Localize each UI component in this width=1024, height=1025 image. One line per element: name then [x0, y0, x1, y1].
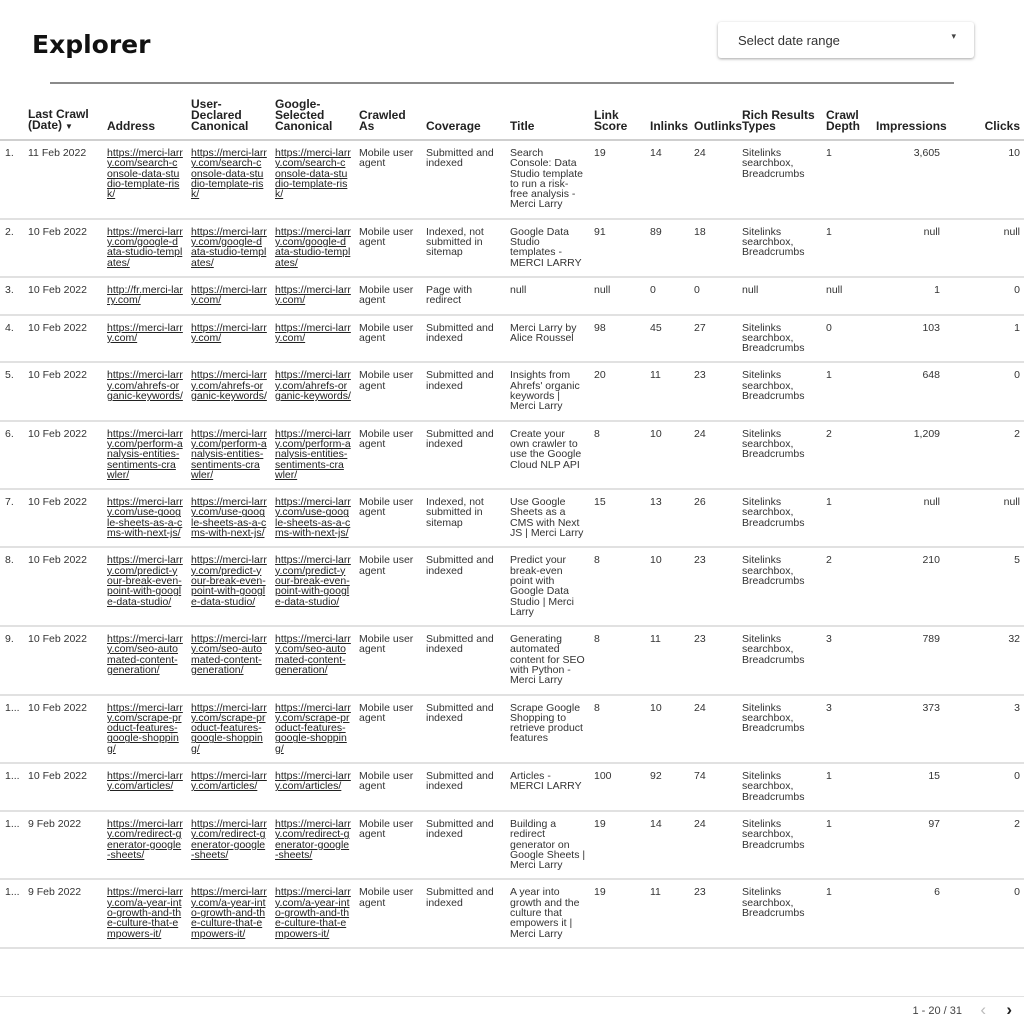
cell-link-score: 19 [590, 140, 646, 219]
cell-address [103, 277, 187, 315]
cell-address-link[interactable]: https://merci-larry.com/articles/ [107, 770, 183, 793]
cell-rich-results-types: Sitelinks searchbox, Breadcrumbs [738, 763, 822, 811]
table-row[interactable] [0, 695, 1024, 763]
col-header-link-score[interactable]: Link Score [590, 94, 646, 140]
table-row[interactable] [0, 315, 1024, 363]
cell-last-crawl: 10 Feb 2022 [24, 695, 103, 763]
cell-coverage: Submitted and indexed [422, 879, 506, 947]
cell-address [103, 140, 187, 219]
next-page-button[interactable]: › [1006, 1000, 1012, 1019]
cell-user-declared-canonical [187, 695, 271, 763]
cell-index: 7. [0, 489, 24, 547]
date-range-select[interactable] [718, 22, 974, 58]
header-divider [50, 82, 954, 84]
cell-index: 5. [0, 362, 24, 420]
date-range-placeholder: Select date range [738, 33, 840, 48]
cell-coverage: Submitted and indexed [422, 315, 506, 363]
cell-user-declared-canonical [187, 626, 271, 694]
cell-google-selected-canonical-link[interactable]: https://merci-larry.com/google-data-studio-templates/ [275, 225, 351, 269]
table-row[interactable] [0, 626, 1024, 694]
cell-inlinks: 14 [646, 811, 690, 879]
cell-last-crawl: 10 Feb 2022 [24, 315, 103, 363]
cell-user-declared-canonical [187, 489, 271, 547]
table-row[interactable] [0, 421, 1024, 489]
cell-title: Google Data Studio templates - MERCI LARRY [506, 219, 590, 277]
cell-crawl-depth: null [822, 277, 872, 315]
cell-rich-results-types: Sitelinks searchbox, Breadcrumbs [738, 547, 822, 626]
cell-rich-results-types: Sitelinks searchbox, Breadcrumbs [738, 879, 822, 947]
cell-rich-results-types: Sitelinks searchbox, Breadcrumbs [738, 140, 822, 219]
cell-title: Scrape Google Shopping to retrieve product features [506, 695, 590, 763]
cell-crawl-depth: 2 [822, 421, 872, 489]
cell-address-link[interactable]: https://merci-larry.com/redirect-generator-google-sheets/ [107, 817, 183, 861]
cell-crawled-as: Mobile user agent [355, 763, 422, 811]
cell-crawl-depth: 1 [822, 763, 872, 811]
cell-impressions: 789 [872, 626, 944, 694]
cell-outlinks: 27 [690, 315, 738, 363]
cell-user-declared-canonical-link[interactable]: https://merci-larry.com/a-year-into-growth-and-the-culture-that-empowers-it/ [191, 886, 267, 940]
cell-address-link[interactable]: https://merci-larry.com/ [107, 321, 183, 344]
cell-address-link[interactable]: https://merci-larry.com/search-console-data-studio-template-risk/ [107, 147, 183, 201]
cell-google-selected-canonical-link[interactable]: https://merci-larry.com/articles/ [275, 770, 351, 793]
cell-address [103, 315, 187, 363]
cell-google-selected-canonical-link[interactable]: https://merci-larry.com/redirect-generator-google-sheets/ [275, 817, 351, 861]
col-header-crawled-as[interactable]: Crawled As [355, 94, 422, 140]
cell-impressions: 97 [872, 811, 944, 879]
cell-last-crawl: 10 Feb 2022 [24, 362, 103, 420]
cell-crawl-depth: 2 [822, 547, 872, 626]
cell-inlinks: 92 [646, 763, 690, 811]
cell-coverage: Submitted and indexed [422, 421, 506, 489]
cell-impressions: 103 [872, 315, 944, 363]
cell-user-declared-canonical [187, 277, 271, 315]
cell-google-selected-canonical-link[interactable]: https://merci-larry.com/predict-your-break-even-point-with-google-data-studio/ [275, 554, 351, 608]
cell-google-selected-canonical [271, 489, 355, 547]
cell-user-declared-canonical-link[interactable]: https://merci-larry.com/seo-automated-content-generation/ [191, 633, 267, 676]
table-row[interactable] [0, 362, 1024, 420]
cell-link-score: 19 [590, 879, 646, 947]
cell-title: Predict your break-even point with Google Data Studio | Merci Larry [506, 547, 590, 626]
cell-coverage: Submitted and indexed [422, 763, 506, 811]
cell-address [103, 421, 187, 489]
page-title: Explorer [32, 30, 151, 59]
cell-index: 1. [0, 140, 24, 219]
cell-rich-results-types: Sitelinks searchbox, Breadcrumbs [738, 421, 822, 489]
cell-inlinks: 11 [646, 362, 690, 420]
cell-index: 1... [0, 763, 24, 811]
cell-coverage: Submitted and indexed [422, 140, 506, 219]
cell-rich-results-types: Sitelinks searchbox, Breadcrumbs [738, 219, 822, 277]
cell-clicks: 5 [944, 547, 1024, 626]
cell-crawled-as: Mobile user agent [355, 315, 422, 363]
cell-coverage: Submitted and indexed [422, 626, 506, 694]
cell-crawl-depth: 1 [822, 811, 872, 879]
cell-crawl-depth: 1 [822, 489, 872, 547]
cell-address [103, 626, 187, 694]
cell-crawled-as: Mobile user agent [355, 277, 422, 315]
cell-inlinks: 0 [646, 277, 690, 315]
cell-outlinks: 23 [690, 626, 738, 694]
cell-index: 2. [0, 219, 24, 277]
cell-user-declared-canonical [187, 547, 271, 626]
cell-index: 6. [0, 421, 24, 489]
cell-address [103, 811, 187, 879]
cell-impressions: 1 [872, 277, 944, 315]
cell-title: null [506, 277, 590, 315]
cell-clicks: 0 [944, 763, 1024, 811]
cell-title: A year into growth and the culture that empowers it | Merci Larry [506, 879, 590, 947]
cell-crawled-as: Mobile user agent [355, 695, 422, 763]
cell-google-selected-canonical [271, 140, 355, 219]
cell-address [103, 763, 187, 811]
cell-user-declared-canonical [187, 315, 271, 363]
cell-outlinks: 74 [690, 763, 738, 811]
cell-outlinks: 24 [690, 421, 738, 489]
col-header-user-declared-canonical[interactable]: User-Declared Canonical [187, 94, 271, 140]
cell-crawled-as: Mobile user agent [355, 140, 422, 219]
cell-user-declared-canonical-link[interactable]: https://merci-larry.com/ahrefs-organic-keywords/ [191, 369, 267, 403]
cell-address-link[interactable]: http://fr.merci-larry.com/ [107, 283, 183, 307]
cell-google-selected-canonical-link[interactable]: https://merci-larry.com/ [275, 283, 351, 307]
col-header-rich-results-types[interactable]: Rich Results Types [738, 94, 822, 140]
cell-google-selected-canonical-link[interactable]: https://merci-larry.com/scrape-product-features-google-shopping/ [275, 701, 351, 755]
cell-index: 1... [0, 879, 24, 947]
cell-inlinks: 10 [646, 695, 690, 763]
cell-index: 4. [0, 315, 24, 363]
cell-coverage: Submitted and indexed [422, 547, 506, 626]
cell-clicks: 0 [944, 362, 1024, 420]
cell-crawled-as: Mobile user agent [355, 879, 422, 947]
cell-last-crawl: 10 Feb 2022 [24, 277, 103, 315]
cell-google-selected-canonical [271, 315, 355, 363]
cell-address-link[interactable]: https://merci-larry.com/ahrefs-organic-keywords/ [107, 369, 183, 403]
cell-outlinks: 18 [690, 219, 738, 277]
col-header-inlinks[interactable]: Inlinks [646, 94, 690, 140]
cell-link-score: 8 [590, 695, 646, 763]
cell-user-declared-canonical-link[interactable]: https://merci-larry.com/redirect-generator-google-sheets/ [191, 817, 267, 861]
cell-google-selected-canonical-link[interactable]: https://merci-larry.com/use-google-sheets-as-a-cms-with-next-js/ [275, 496, 351, 540]
cell-link-score: 8 [590, 626, 646, 694]
cell-link-score: 20 [590, 362, 646, 420]
cell-outlinks: 24 [690, 811, 738, 879]
table-row[interactable] [0, 219, 1024, 277]
cell-coverage: Submitted and indexed [422, 695, 506, 763]
cell-coverage: Indexed, not submitted in sitemap [422, 489, 506, 547]
table-row[interactable] [0, 547, 1024, 626]
cell-crawl-depth: 3 [822, 695, 872, 763]
cell-title: Insights from Ahrefs' organic keywords | Merci Larry [506, 362, 590, 420]
cell-user-declared-canonical-link[interactable]: https://merci-larry.com/search-console-data-studio-template-risk/ [191, 147, 267, 201]
pagination-range: 1 - 20 / 31 [912, 1005, 962, 1017]
cell-clicks: 0 [944, 879, 1024, 947]
cell-rich-results-types: Sitelinks searchbox, Breadcrumbs [738, 695, 822, 763]
cell-address-link[interactable]: https://merci-larry.com/google-data-studio-templates/ [107, 225, 183, 269]
cell-clicks: null [944, 219, 1024, 277]
cell-crawled-as: Mobile user agent [355, 547, 422, 626]
cell-user-declared-canonical-link[interactable]: https://merci-larry.com/ [191, 321, 267, 344]
table-footer [0, 996, 1024, 1025]
cell-last-crawl: 10 Feb 2022 [24, 547, 103, 626]
cell-address-link[interactable]: https://merci-larry.com/use-google-sheets-as-a-cms-with-next-js/ [107, 496, 183, 540]
cell-google-selected-canonical [271, 547, 355, 626]
col-header-impressions[interactable]: Impressions [872, 94, 944, 140]
col-header-coverage[interactable]: Coverage [422, 94, 506, 140]
cell-impressions: 6 [872, 879, 944, 947]
cell-outlinks: 24 [690, 695, 738, 763]
cell-google-selected-canonical-link[interactable]: https://merci-larry.com/ [275, 321, 351, 344]
cell-last-crawl: 10 Feb 2022 [24, 219, 103, 277]
cell-crawl-depth: 1 [822, 219, 872, 277]
cell-impressions: null [872, 219, 944, 277]
cell-google-selected-canonical [271, 763, 355, 811]
explorer-table [0, 94, 1024, 949]
cell-crawled-as: Mobile user agent [355, 811, 422, 879]
cell-rich-results-types: Sitelinks searchbox, Breadcrumbs [738, 626, 822, 694]
cell-user-declared-canonical [187, 362, 271, 420]
cell-google-selected-canonical [271, 626, 355, 694]
cell-inlinks: 11 [646, 626, 690, 694]
cell-google-selected-canonical [271, 277, 355, 315]
col-header-google-selected-canonical[interactable]: Google-Selected Canonical [271, 94, 355, 140]
cell-impressions: 1,209 [872, 421, 944, 489]
table-row[interactable] [0, 277, 1024, 315]
cell-user-declared-canonical-link[interactable]: https://merci-larry.com/scrape-product-features-google-shopping/ [191, 701, 267, 755]
cell-address-link[interactable]: https://merci-larry.com/perform-analysis-entities-sentiments-crawler/ [107, 427, 183, 481]
cell-google-selected-canonical-link[interactable]: https://merci-larry.com/seo-automated-content-generation/ [275, 633, 351, 676]
cell-clicks: 3 [944, 695, 1024, 763]
col-header-outlinks[interactable]: Outlinks [690, 94, 738, 140]
cell-index: 1... [0, 811, 24, 879]
cell-title: Use Google Sheets as a CMS with Next JS | Merci Larry [506, 489, 590, 547]
cell-google-selected-canonical [271, 695, 355, 763]
cell-address-link[interactable]: https://merci-larry.com/scrape-product-features-google-shopping/ [107, 701, 183, 755]
cell-outlinks: 23 [690, 879, 738, 947]
cell-user-declared-canonical [187, 763, 271, 811]
table-row[interactable] [0, 489, 1024, 547]
cell-inlinks: 45 [646, 315, 690, 363]
cell-coverage: Indexed, not submitted in sitemap [422, 219, 506, 277]
col-header-title[interactable]: Title [506, 94, 590, 140]
cell-clicks: 1 [944, 315, 1024, 363]
cell-google-selected-canonical-link[interactable]: https://merci-larry.com/perform-analysis-entities-sentiments-crawler/ [275, 427, 351, 481]
cell-address [103, 219, 187, 277]
cell-crawled-as: Mobile user agent [355, 362, 422, 420]
cell-last-crawl: 10 Feb 2022 [24, 763, 103, 811]
table-row[interactable] [0, 763, 1024, 811]
cell-last-crawl: 10 Feb 2022 [24, 626, 103, 694]
cell-google-selected-canonical [271, 879, 355, 947]
cell-outlinks: 24 [690, 140, 738, 219]
cell-index: 9. [0, 626, 24, 694]
table-row[interactable] [0, 811, 1024, 879]
cell-user-declared-canonical [187, 219, 271, 277]
cell-crawl-depth: 1 [822, 140, 872, 219]
cell-link-score: 91 [590, 219, 646, 277]
cell-title: Search Console: Data Studio template to run a risk-free analysis - Merci Larry [506, 140, 590, 219]
cell-address-link[interactable]: https://merci-larry.com/seo-automated-content-generation/ [107, 633, 183, 676]
prev-page-button[interactable]: ‹ [980, 1000, 986, 1019]
cell-address [103, 547, 187, 626]
table-row[interactable] [0, 879, 1024, 947]
explorer-table-container [0, 94, 1024, 996]
cell-last-crawl: 11 Feb 2022 [24, 140, 103, 219]
cell-last-crawl: 9 Feb 2022 [24, 811, 103, 879]
col-header-index [0, 94, 24, 140]
cell-last-crawl: 9 Feb 2022 [24, 879, 103, 947]
cell-link-score: 100 [590, 763, 646, 811]
cell-user-declared-canonical [187, 140, 271, 219]
cell-crawled-as: Mobile user agent [355, 626, 422, 694]
cell-coverage: Page with redirect [422, 277, 506, 315]
cell-crawl-depth: 1 [822, 879, 872, 947]
cell-google-selected-canonical-link[interactable]: https://merci-larry.com/a-year-into-growth-and-the-culture-that-empowers-it/ [275, 886, 351, 940]
cell-title: Building a redirect generator on Google Sheets | Merci Larry [506, 811, 590, 879]
cell-link-score: 15 [590, 489, 646, 547]
cell-index: 8. [0, 547, 24, 626]
cell-google-selected-canonical [271, 362, 355, 420]
cell-crawled-as: Mobile user agent [355, 421, 422, 489]
cell-address [103, 362, 187, 420]
cell-address-link[interactable]: https://merci-larry.com/predict-your-break-even-point-with-google-data-studio/ [107, 554, 183, 608]
cell-address-link[interactable]: https://merci-larry.com/a-year-into-growth-and-the-culture-that-empowers-it/ [107, 886, 183, 940]
col-header-crawl-depth[interactable]: Crawl Depth [822, 94, 872, 140]
cell-outlinks: 0 [690, 277, 738, 315]
cell-inlinks: 13 [646, 489, 690, 547]
cell-outlinks: 23 [690, 547, 738, 626]
cell-link-score: 98 [590, 315, 646, 363]
cell-link-score: 19 [590, 811, 646, 879]
cell-crawled-as: Mobile user agent [355, 489, 422, 547]
cell-address [103, 879, 187, 947]
cell-rich-results-types: Sitelinks searchbox, Breadcrumbs [738, 489, 822, 547]
cell-user-declared-canonical-link[interactable]: https://merci-larry.com/google-data-studio-templates/ [191, 225, 267, 269]
cell-user-declared-canonical [187, 811, 271, 879]
cell-user-declared-canonical [187, 421, 271, 489]
cell-inlinks: 14 [646, 140, 690, 219]
cell-google-selected-canonical-link[interactable]: https://merci-larry.com/ahrefs-organic-keywords/ [275, 369, 351, 403]
cell-user-declared-canonical-link[interactable]: https://merci-larry.com/use-google-sheets-as-a-cms-with-next-js/ [191, 496, 267, 540]
cell-rich-results-types: Sitelinks searchbox, Breadcrumbs [738, 315, 822, 363]
cell-index: 3. [0, 277, 24, 315]
caret-down-icon: ▾ [951, 31, 956, 41]
cell-inlinks: 89 [646, 219, 690, 277]
cell-google-selected-canonical [271, 811, 355, 879]
cell-index: 1... [0, 695, 24, 763]
cell-address [103, 489, 187, 547]
cell-inlinks: 11 [646, 879, 690, 947]
cell-clicks: 32 [944, 626, 1024, 694]
table-header-row [0, 94, 1024, 140]
cell-rich-results-types: Sitelinks searchbox, Breadcrumbs [738, 362, 822, 420]
cell-google-selected-canonical-link[interactable]: https://merci-larry.com/search-console-data-studio-template-risk/ [275, 147, 351, 201]
cell-impressions: 3,605 [872, 140, 944, 219]
cell-crawl-depth: 0 [822, 315, 872, 363]
table-row[interactable] [0, 140, 1024, 219]
cell-title: Generating automated content for SEO with Python - Merci Larry [506, 626, 590, 694]
cell-rich-results-types: Sitelinks searchbox, Breadcrumbs [738, 811, 822, 879]
cell-clicks: 10 [944, 140, 1024, 219]
cell-title: Merci Larry by Alice Roussel [506, 315, 590, 363]
cell-user-declared-canonical-link[interactable]: https://merci-larry.com/predict-your-break-even-point-with-google-data-studio/ [191, 554, 267, 608]
cell-impressions: 373 [872, 695, 944, 763]
cell-crawled-as: Mobile user agent [355, 219, 422, 277]
sort-desc-icon[interactable]: ▼ [65, 122, 73, 131]
cell-address [103, 695, 187, 763]
cell-title: Articles - MERCI LARRY [506, 763, 590, 811]
cell-coverage: Submitted and indexed [422, 811, 506, 879]
cell-user-declared-canonical-link[interactable]: https://merci-larry.com/ [191, 283, 267, 307]
cell-clicks: 2 [944, 421, 1024, 489]
cell-clicks: null [944, 489, 1024, 547]
cell-inlinks: 10 [646, 421, 690, 489]
table-body [0, 140, 1024, 948]
col-header-last-crawl[interactable] [24, 94, 103, 140]
cell-clicks: 2 [944, 811, 1024, 879]
cell-impressions: null [872, 489, 944, 547]
cell-coverage: Submitted and indexed [422, 362, 506, 420]
cell-link-score: 8 [590, 547, 646, 626]
cell-last-crawl: 10 Feb 2022 [24, 421, 103, 489]
cell-google-selected-canonical [271, 421, 355, 489]
cell-outlinks: 23 [690, 362, 738, 420]
cell-rich-results-types: null [738, 277, 822, 315]
col-header-clicks[interactable]: Clicks [944, 94, 1024, 140]
cell-outlinks: 26 [690, 489, 738, 547]
cell-title: Create your own crawler to use the Google Cloud NLP API [506, 421, 590, 489]
cell-user-declared-canonical [187, 879, 271, 947]
cell-google-selected-canonical [271, 219, 355, 277]
col-header-last-crawl-label: Last Crawl (Date) [28, 107, 89, 132]
col-header-address[interactable]: Address [103, 94, 187, 140]
cell-link-score: 8 [590, 421, 646, 489]
cell-impressions: 210 [872, 547, 944, 626]
cell-impressions: 648 [872, 362, 944, 420]
cell-crawl-depth: 3 [822, 626, 872, 694]
cell-user-declared-canonical-link[interactable]: https://merci-larry.com/perform-analysis-entities-sentiments-crawler/ [191, 427, 267, 481]
cell-inlinks: 10 [646, 547, 690, 626]
cell-user-declared-canonical-link[interactable]: https://merci-larry.com/articles/ [191, 770, 267, 793]
cell-clicks: 0 [944, 277, 1024, 315]
cell-impressions: 15 [872, 763, 944, 811]
cell-link-score: null [590, 277, 646, 315]
cell-last-crawl: 10 Feb 2022 [24, 489, 103, 547]
cell-crawl-depth: 1 [822, 362, 872, 420]
